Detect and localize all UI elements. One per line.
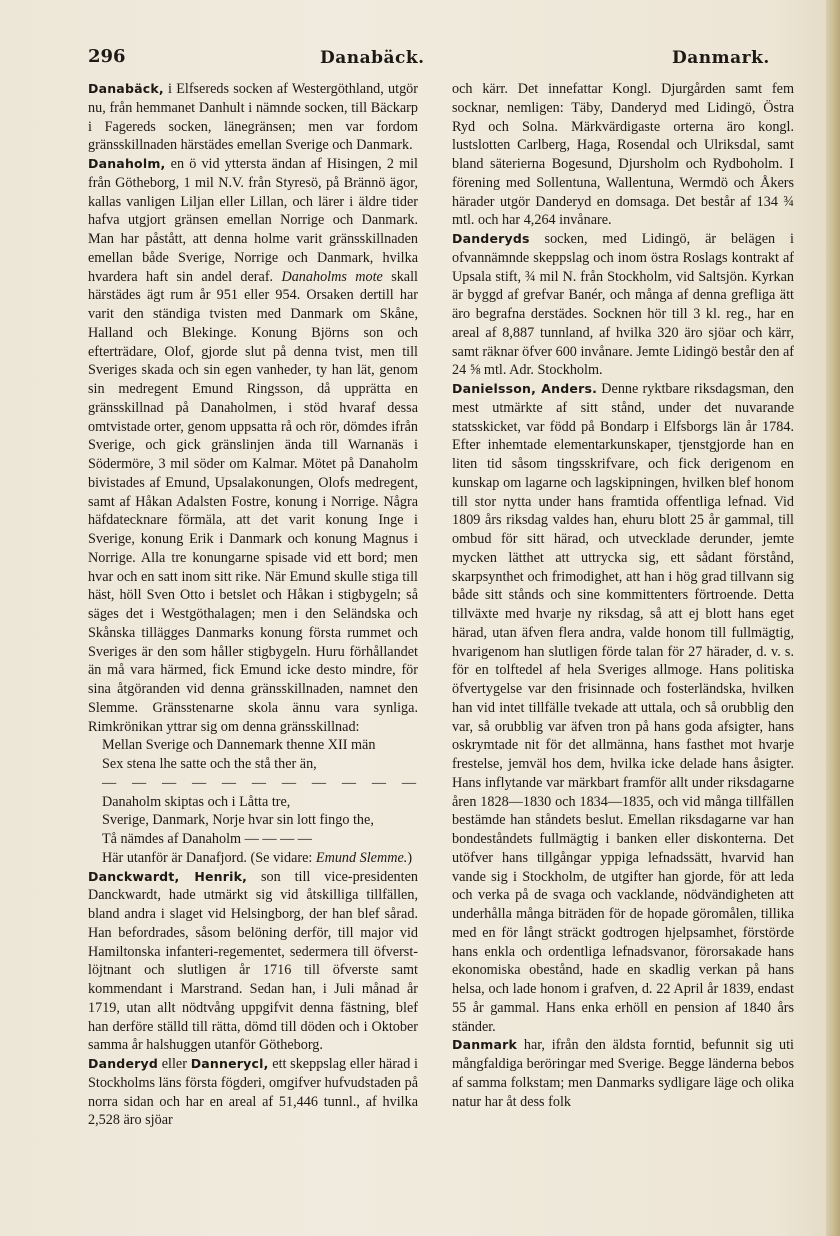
verse-line: Tå nämdes af Danaholm — — — — — [102, 831, 312, 847]
headword: Danckwardt, Henrik, — [88, 868, 248, 884]
entry-danaholm — [88, 155, 418, 736]
entry-text: en ö vid yttersta ändan af Hisingen, 2 mil från Götheborg, 1 mil N.V. från Styresö, på Brännö ägor, kallas vanligen Liljan eller Lillan, och lärer i äldre tider hafva utgjort gränsen emellan Norrige och Danmark. Man har påstått, att denna holme varit gränsskillnaden emellan både Sverige, Norrige och Danmark, hvilka hvardera haft sin andel deraf. — [88, 156, 418, 285]
entry-danderyd — [88, 1055, 418, 1130]
entry-danielsson — [452, 380, 794, 1036]
headword: Danderyd — [88, 1056, 158, 1071]
headword: Danderyds — [452, 231, 530, 246]
entry-text: skall härstädes ägt rum år 951 eller 954. Orsaken dertill har varit den ständiga tvisten med Danmark om Skåne, Halland och Blekinge. Konung Björns son och efterträdare, Olof, gjorde slut på denna tvist, men till Sveriges skada och sin egen vanheder, ty han lät, genom sin medregent Emund Ringsson, då upprätta en gränsskillnad på Danaholmen, i stöd hvaraf dessa omtvistade orter, genom uppsatta rå och rör, dömdes ifrån Sverige, och gick gränslinjen ända till Warnanäs i Södermöre, 3 mil söder om Kalmar. Mötet på Danaholm bivistades af Emund, Upsalakonungen, Olofs medregent, samt af Håkan Adalsten Fostre, konung i Norrige. Några häfdatecknare förmäla, att det varit konung Inge i Sverige, konung Erik i Danmark och konung Magnus i Norrige. Alla tre konungarne spisade vid ett bord; men hvar och en satt inom sitt rike. När Emund skulle stiga till häst, höll Sven Otto i betslet och Håkan i stigbygeln; så säges det i Westgöthalagen; men i den Seländska och Skånska tillägges Danmarks konung första rummet och Sveriges är den som håller stigbygeln. Huru förhållandet än må vara härmed, fick Emund icke desto mindre, för sina åtgöranden vid denna gränsskillnaden, namnet den Slemme. Gränsstenarne skola ännu vara synliga. Rimkrönikan yttrar sig om denna gränsskillnad: — [88, 268, 418, 735]
verse-line: Sex stena lhe satte och the stå ther än, — [102, 756, 317, 772]
entry-text: eller — [158, 1056, 191, 1072]
entry-text: ett skeppslag eller härad i Stockholms läns första fögderi, omgifver hufvudstaden på norra sidan och har en areal af 51,446 tunnl., af hvilka 2,528 äro sjöar — [88, 1056, 418, 1129]
verse-text: Här utanför är Danafjord. (Se vidare: — [102, 849, 316, 866]
headword: Dannerycl, — [190, 1056, 269, 1071]
header-left-title: Danabäck. — [320, 48, 425, 68]
verse-dashes: — — — — — — — — — — — — [102, 774, 418, 791]
entry-danmark — [452, 1036, 794, 1111]
page-number: 296 — [88, 46, 126, 67]
header-right-title: Danmark. — [672, 48, 770, 68]
entry-text: socken, med Lidingö, är belägen i ofvannämnde skeppslag och inom östra Roslags kontrakt af Upsala stift, ¾ mil N. från Stockholm, vid Saltsjön. Kyrkan är byggd af grefvar Banér, och många af denna grefliga ätt äro begrafna derstädes. Socknen hör till 3 kl. reg., har en areal af 8,887 tunnland, af hvilka 320 äro sjöar och kärr, samt räknar öfver 600 invånare. Jemte Lidingö består den af 24 ⅝ mtl. Adr. Stockholm. — [452, 231, 794, 379]
right-column — [452, 80, 794, 1210]
headword: Danmark — [452, 1037, 518, 1053]
entry-danderyds — [452, 230, 794, 380]
cross-reference: Emund Slemme. — [315, 849, 408, 866]
headword: Danaholm, — [88, 156, 166, 171]
running-header — [88, 46, 800, 72]
verse-text: ) — [407, 849, 413, 866]
left-column — [88, 80, 418, 1210]
page-edge — [826, 0, 840, 1236]
verse-line — [88, 849, 418, 868]
verse-line: Danaholm skiptas och i Låtta tre, — [102, 793, 291, 810]
headword: Danielsson, Anders. — [452, 381, 598, 396]
entry-text: i Elfsereds socken af Westergöthland, utgör nu, från hemmanet Danhult i nämnde socken, till Bäckarp i Fagereds socken, länegränsen; men var fordom gränsskillnaden härstädes emellan Sverige och Danmark. — [88, 81, 418, 154]
headword: Danabäck, — [88, 81, 164, 96]
entry-danckwardt — [88, 868, 418, 1056]
entry-danderyd-continued: och kärr. Det innefattar Kongl. Djurgården samt fem socknar, nemligen: Täby, Danderyd med Lidingö, Östra Ryd och Solna. Märkvärdigaste orterna äro kongl. lustslotten Carlberg, Haga, Rosendal och Ulriksdal, samt bland säterierna Bogesund, Djursholm och Rydboholm. I förening med Sollentuna, Wallentuna, Wermdö och Åkers härader utgör Danderyd en domsaga. Det består af 134 ¾ mtl. och har 4,264 invånare. — [452, 81, 794, 229]
entry-danaback — [88, 80, 418, 155]
verse-line: Mellan Sverige och Dannemark thenne XII män — [102, 737, 376, 754]
entry-text: har, ifrån den äldsta forntid, befunnit sig uti mångfaldiga beröringar med Sverige. Begge länderna bebos af samma folkstam; men Danmarks sydligare läge och olika natur har åt dess folk — [452, 1037, 794, 1110]
entry-text: son till vice-presidenten Danckwardt, hade utmärkt sig vid åtskilliga tillfällen, bland andra i slaget vid Helsingborg, der han blef sårad. Han befordrades, såsom belöning derför, till major vid Hamiltonska infanteri-regementet, sedermera till öfverst-löjtnant och slutligen år 1716 till öfverste samt kommendant i Marstrand. Sedan han, i Juli månad år 1719, utan allt nödtvång uppgifvit denna fästning, blef han derföre ställd till rätta, dömd till döden och i Oktober samma år halshuggen utanför Götheborg. — [88, 868, 418, 1054]
verse-line: Sverige, Danmark, Norje hvar sin lott fingo the, — [102, 812, 374, 829]
entry-italic: Danaholms mote — [281, 268, 383, 285]
entry-text: Denne ryktbare riksdagsman, den mest utmärkte af sitt stånd, under det nuvarande statsskicket, var född på Bondarp i Elfsborgs län år 1784. Efter inhemtade elementarkunskaper, tjenstgjorde han en liten tid såsom tingsskrifvare, och fick derigenom en kunskap om lagarne och lagskipningen, hvilken blef honom till stor nytta under hans framtida offentliga lefnad. Vid 1809 års riksdag valdes han, ehuru blott 25 år gammal, till ombud för sitt härad, och utvecklade derunder, jemte mycken lätthet att uttrycka sig, ett sådant förstånd, skarpsynthet och frimodighet, att han i hög grad tillvann sig både sitt stånds och sine kommittenters förtroende. Detta tillväxte med hvarje ny riksdag, så att ej blott hans eget härad, utan äfven flera andra, valde honom till fullmägtig, hvarigenom han slutligen förde talan för 27 härader, d. v. s. för en tolftedel af hela Sveriges allmoge. Hans politiska öfvertygelse var den frisinnade och fosterländska, hvilken han vid intet tillfälle tvekade att uttala, och så orubblig den var, så orubblig var äfven tron på hans goda afsigter, hans oskrymtade nit för det allmänna, hans fasthet mot hvarje frestelse, jemväl hos dem, hvilka icke delade hans åsigter. Hans inflytande var märkbart framför allt under riksdagarne åren 1828—1830 och 1834—1835, och vid många tillfällen bestämde han ståndets beslut. Emellan riksdagarne var han bondeståndets fullmägtig i banken eller diskonterna. Det utöfver hans tillgångar yppiga lefnadssätt, hvarvid han vande sig i Stockholm, de utgifter han gjorde, för att leda och verka på de svaga och vacklande, nödvändigheten att underhålla många biträden för de hopade göromålen, tillika med en för långt sträckt godtrogen hjelpsamhet, förstörde hans enkla och ordentliga lefnadsvanor, förorsakade hans ekonomiska obestånd, hade en skadlig verkan på hans helsa, och lade honom i grafven, d. 22 April år 1839, endast 55 år gammal. Hans enka erhöll en pension af 1840 års ständer. — [452, 381, 794, 1035]
